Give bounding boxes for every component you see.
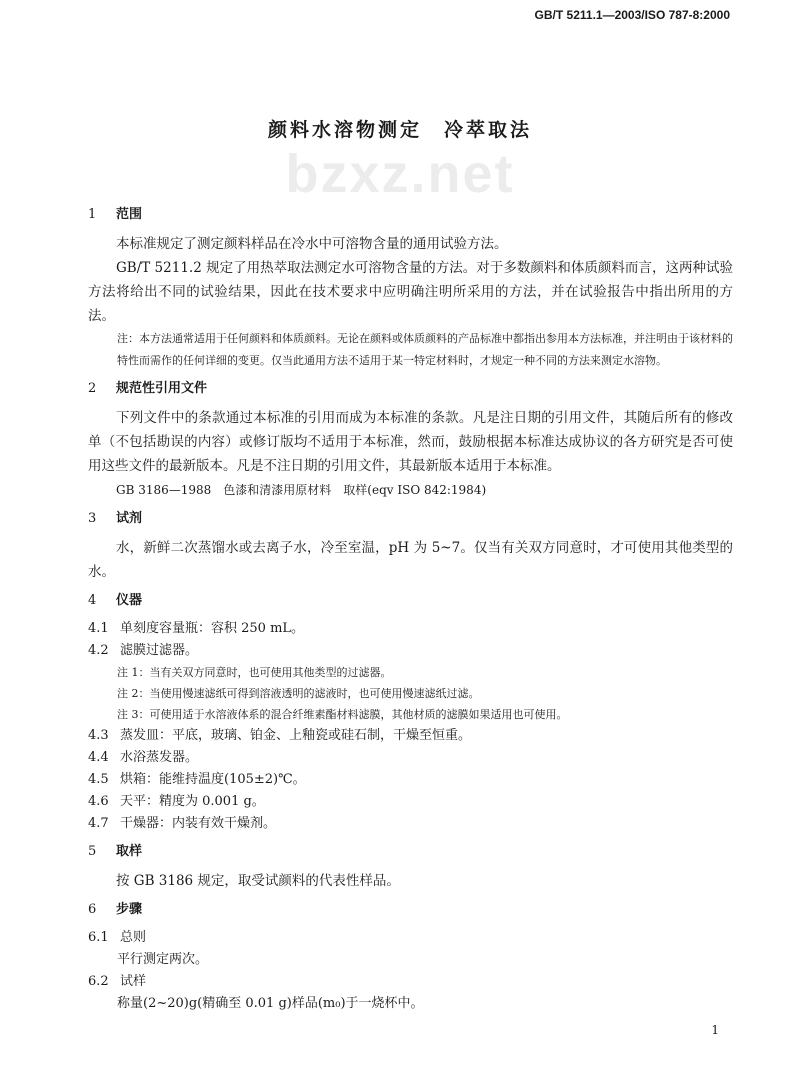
document-title: 颜料水溶物测定 冷萃取法: [267, 119, 532, 141]
watermark: bzxz.net: [285, 144, 515, 204]
document-body: [88, 206, 733, 1039]
item-text: 试样: [120, 974, 147, 989]
apparatus-item: [88, 791, 733, 813]
item-text: 滤膜过滤器。: [120, 643, 199, 658]
apparatus-note: 注 1：当有关双方同意时，也可使用其他类型的过滤器。: [117, 666, 392, 679]
item-text: 单刻度容量瓶：容积 250 mL。: [120, 621, 305, 636]
apparatus-item: [88, 813, 733, 835]
references-paragraph: 下列文件中的条款通过本标准的引用而成为本标准的条款。凡是注日期的引用文件，其随后所有的修改单（不包括勘误的内容）或修订版均不适用于本标准，然而，鼓励根据本标准达成协议的各方研究是否可使用这些文件的最新版本。凡是不注日期的引用文件，其最新版本适用于本标准。: [88, 410, 733, 474]
general-text: 平行测定两次。: [117, 952, 209, 967]
scope-paragraph-2: GB/T 5211.2 规定了用热萃取法测定水可溶物含量的方法。对于多数颜料和体质颜料而言，这两种试验方法将给出不同的试验结果，因此在技术要求中应明确注明所采用的方法，并在试验报告中指出所用的方法。: [88, 260, 733, 324]
scope-paragraph-1: 本标准规定了测定颜料样品在冷水中可溶物含量的通用试验方法。: [116, 236, 508, 252]
apparatus-item: [88, 618, 733, 640]
subsection-heading-general: [88, 927, 733, 949]
item-number: 4.1: [88, 621, 109, 636]
item-number: 4.5: [88, 772, 109, 787]
item-number: 4.4: [88, 750, 109, 765]
subsection-heading-test-portion: [88, 971, 733, 993]
section-heading-procedure: [88, 901, 733, 919]
item-text: 总则: [120, 930, 147, 945]
section-heading-apparatus: [88, 592, 733, 610]
reagents-paragraph: 水，新鲜二次蒸馏水或去离子水，冷至室温，pH 为 5~7。仅当有关双方同意时，才可使用其他类型的水。: [88, 540, 733, 580]
item-number: 4.2: [88, 643, 109, 658]
item-number: 4.6: [88, 794, 109, 809]
section-heading-reagents: [88, 510, 733, 528]
reference-entry: GB 3186—1988 色漆和清漆用原材料 取样(eqv ISO 842:1984): [116, 483, 487, 497]
section-heading-sampling: [88, 843, 733, 861]
section-number: 1: [88, 207, 97, 222]
section-title: 仪器: [116, 593, 143, 608]
section-heading-scope: [88, 206, 733, 224]
sampling-paragraph: 按 GB 3186 规定，取受试颜料的代表性样品。: [116, 873, 400, 889]
section-number: 5: [88, 844, 97, 859]
item-number: 4.3: [88, 728, 109, 743]
note-text: 本方法通常适用于任何颜料和体质颜料。无论在颜料或体质颜料的产品标准中都指出参用本方法标准，并注明由于该材料的特性而需作的任何详细的变更。仅当此通用方法不适用于某一特定材料时，才规定一种不同的方法来测定水溶物。: [117, 332, 733, 367]
item-number: 4.7: [88, 816, 109, 831]
standard-code-header: GB/T 5211.1—2003/ISO 787-8:2000: [534, 8, 730, 22]
section-number: 4: [88, 593, 97, 608]
section-title: 步骤: [116, 902, 143, 917]
section-title: 规范性引用文件: [116, 381, 208, 396]
apparatus-item: [88, 725, 733, 747]
item-number: 6.2: [88, 974, 109, 989]
section-number: 2: [88, 381, 97, 396]
item-number: 6.1: [88, 930, 109, 945]
item-text: 干燥器：内装有效干燥剂。: [120, 816, 277, 831]
item-text: 水浴蒸发器。: [120, 750, 199, 765]
apparatus-note: 注 2：当使用慢速滤纸可得到溶液透明的滤液时，也可使用慢速滤纸过滤。: [117, 687, 480, 700]
item-text: 烘箱：能维持温度(105±2)℃。: [120, 772, 306, 787]
item-text: 天平：精度为 0.001 g。: [120, 794, 265, 809]
apparatus-item: [88, 747, 733, 769]
section-title: 取样: [116, 844, 143, 859]
section-heading-normative-references: [88, 380, 733, 398]
page-number: 1: [711, 1023, 719, 1037]
scope-note: [88, 328, 733, 372]
section-number: 3: [88, 511, 97, 526]
apparatus-note: 注 3：可使用适于水溶液体系的混合纤维素酯材料滤膜，其他材质的滤膜如果适用也可使用。: [117, 708, 568, 721]
apparatus-item: [88, 640, 733, 662]
apparatus-item: [88, 769, 733, 791]
test-portion-text: 称量(2~20)g(精确至 0.01 g)样品(m₀)于一烧杯中。: [117, 996, 424, 1011]
item-text: 蒸发皿：平底，玻璃、铂金、上釉瓷或硅石制，干燥至恒重。: [120, 728, 472, 743]
section-title: 范围: [116, 207, 143, 222]
note-label: 注：: [117, 332, 139, 345]
section-title: 试剂: [116, 511, 143, 526]
section-number: 6: [88, 902, 97, 917]
